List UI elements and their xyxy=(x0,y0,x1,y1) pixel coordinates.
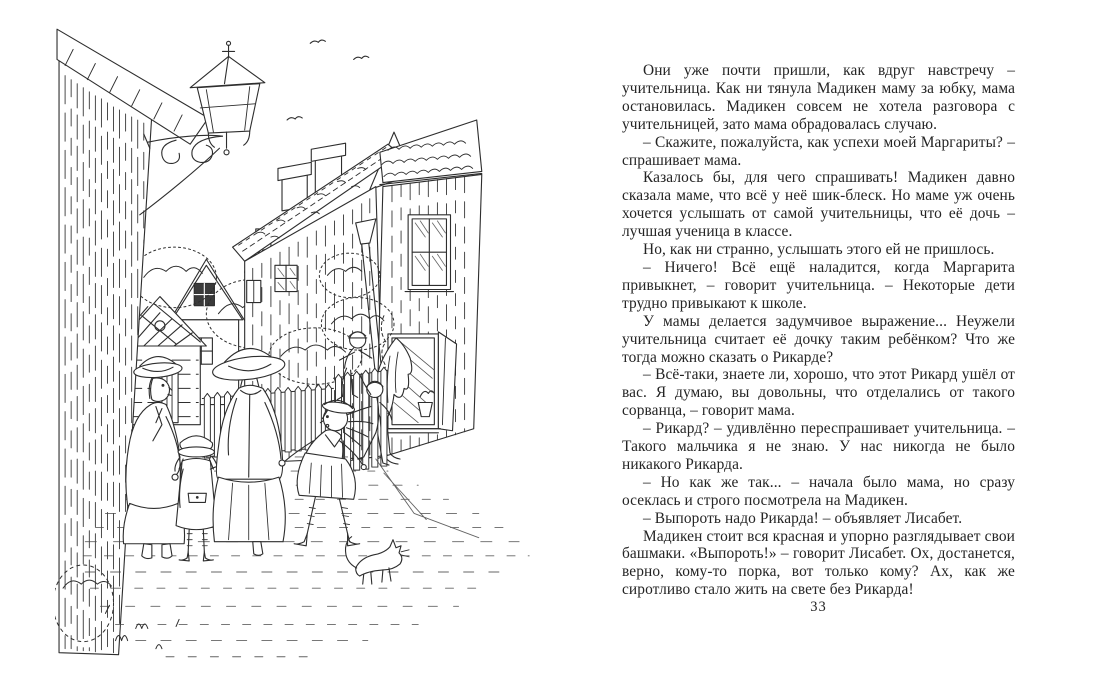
paragraph: Мадикен стоит вся красная и упорно разглядывает свои башмаки. «Выпороть!» – говорит Лисабет. Ох, достанется, верно, кому-то порка, вот только кому? Ах, как же сиротливо стало жить на свете без Рикарда! xyxy=(622,527,1015,599)
paragraph: У мамы делается задумчивое выражение... Неужели учительница считает её дочку таким ребёнком? Что же тогда можно сказать о Рикарде? xyxy=(622,312,1015,366)
paragraph: Казалось бы, для чего спрашивать! Мадикен давно сказала маме, что всё у неё шик-блеск. Но маме уж очень хочется услышать от самой учительницы, что её дочь – лучшая ученица в классе. xyxy=(622,169,1015,241)
paragraph: – Ничего! Всё ещё наладится, когда Маргарита привыкнет, – говорит учительница. – Некоторые дети трудно привыкают к школе. xyxy=(622,258,1015,312)
paragraph: Они уже почти пришли, как вдруг навстречу – учительница. Как ни тянула Мадикен маму за юбку, мама остановилась. Мадикен совсем не хотела разговора с учительницей, зато мама обрадовалась случаю. xyxy=(622,62,1015,133)
birds xyxy=(287,40,369,120)
paragraph: Но, как ни странно, услышать этого ей не пришлось. xyxy=(643,241,995,259)
illustration-street-scene xyxy=(55,22,620,670)
paragraph: – Скажите, пожалуйста, как успехи моей Маргариты? – спрашивает мама. xyxy=(622,133,1015,169)
book-text-page xyxy=(622,62,1015,617)
paragraph: – Но как же так... – начала было мама, но сразу осеклась и строго посмотрела на Мадикен. xyxy=(622,473,1015,509)
street-lantern xyxy=(140,41,265,215)
paragraph: – Всё-таки, знаете ли, хорошо, что этот Рикард ушёл от вас. Я думаю, вы довольны, что отделались от такого сорванца, – говорит мама. xyxy=(622,366,1015,420)
paragraph: – Выпороть надо Рикарда! – объявляет Лисабет. xyxy=(643,509,963,527)
page-number: 33 xyxy=(810,599,827,616)
paragraph: – Рикард? – удивлённо переспрашивает учительница. – Такого мальчика я не знаю. У нас никогда не было никакого Рикарда. xyxy=(622,420,1015,473)
